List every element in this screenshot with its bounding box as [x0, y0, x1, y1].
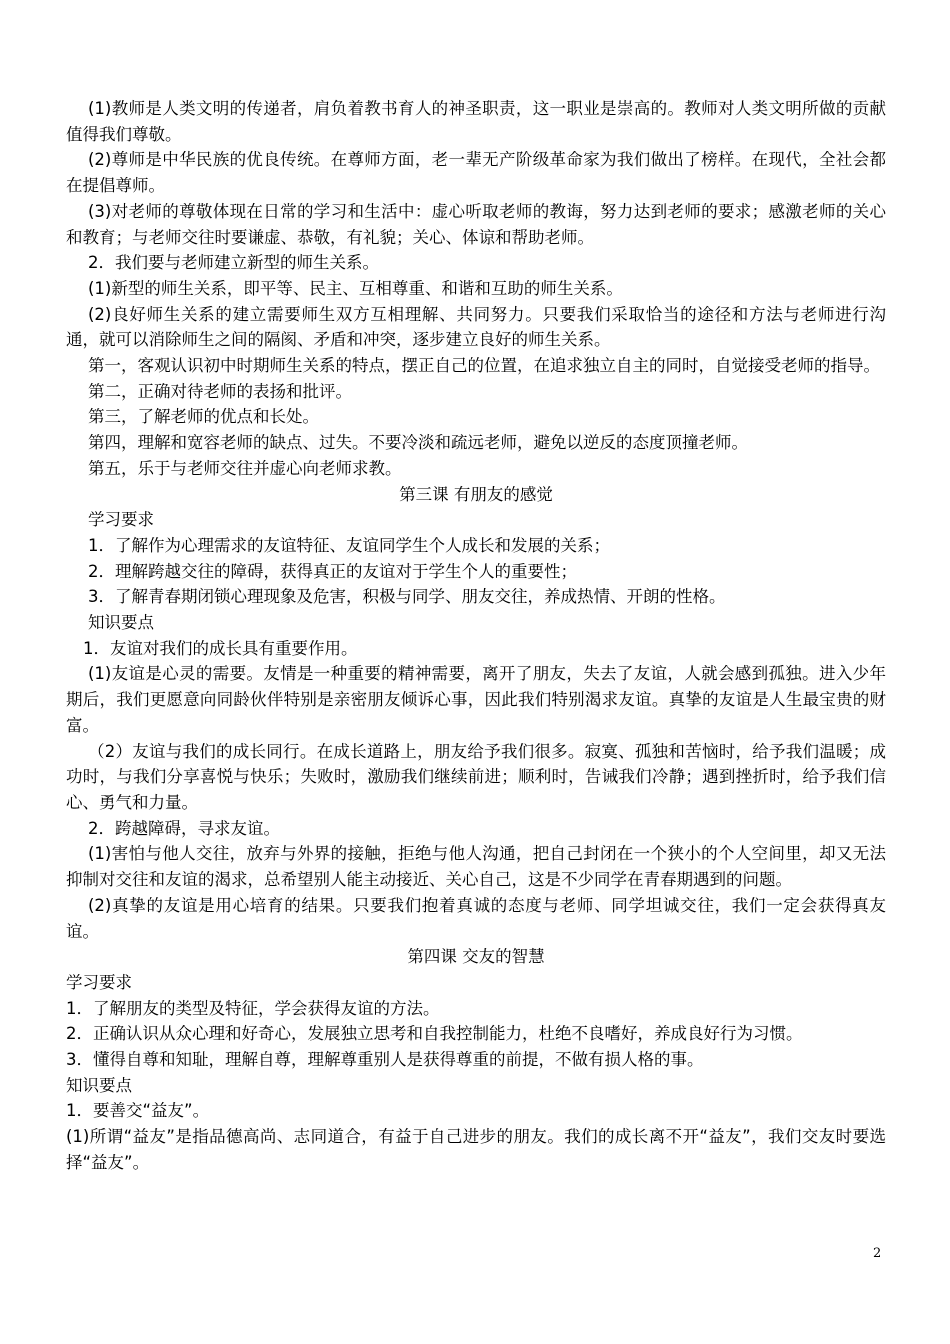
paragraph: (2)真挚的友谊是用心培育的结果。只要我们抱着真诚的态度与老师、同学坦诚交往，我们一定会获得真友谊。 [66, 895, 886, 941]
page-number: 2 [873, 1246, 882, 1261]
paragraph: 1．友谊对我们的成长具有重要作用。 [83, 638, 358, 658]
paragraph: 2．跨越障碍，寻求友谊。 [88, 818, 280, 838]
paragraph: (1)友谊是心灵的需要。友情是一种重要的精神需要，离开了朋友，失去了友谊，人就会感到孤独。进入少年期后，我们更愿意向同龄伙伴特别是亲密朋友倾诉心事，因此我们特别渴求友谊。真挚的友谊是人生最宝贵的财富。 [66, 664, 886, 735]
lesson-title: 第四课 交友的智慧 [407, 947, 545, 967]
paragraph: 第二，正确对待老师的表扬和批评。 [88, 381, 352, 401]
paragraph: 1．了解作为心理需求的友谊特征、友谊同学生个人成长和发展的关系； [88, 535, 610, 555]
section-heading: 学习要求 [66, 972, 132, 992]
section-heading: 学习要求 [88, 510, 154, 530]
paragraph: 1．要善交“益友”。 [66, 1101, 210, 1121]
paragraph: (2)良好师生关系的建立需要师生双方互相理解、共同努力。只要我们采取恰当的途径和方法与老师进行沟通，就可以消除师生之间的隔阂、矛盾和冲突，逐步建立良好的师生关系。 [66, 304, 886, 350]
paragraph: (1)所谓“益友”是指品德高尚、志同道合，有益于自己进步的朋友。我们的成长离不开“益友”，我们交友时要选择“益友”。 [66, 1127, 886, 1172]
paragraph: 2．正确认识从众心理和好奇心，发展独立思考和自我控制能力，杜绝不良嗜好，养成良好行为习惯。 [66, 1024, 803, 1044]
paragraph: 3．懂得自尊和知耻，理解自尊，理解尊重别人是获得尊重的前提，不做有损人格的事。 [66, 1050, 704, 1070]
paragraph: 第三，了解老师的优点和长处。 [88, 407, 319, 427]
paragraph: 2．理解跨越交往的障碍，获得真正的友谊对于学生个人的重要性； [88, 561, 577, 581]
document-body [66, 96, 886, 1176]
paragraph: (3)对老师的尊敬体现在日常的学习和生活中：虚心听取老师的教诲，努力达到老师的要求；感激老师的关心和教育；与老师交往时要谦虚、恭敬，有礼貌；关心、体谅和帮助老师。 [66, 201, 886, 247]
paragraph: 第一，客观认识初中时期师生关系的特点，摆正自己的位置，在追求独立自主的同时，自觉接受老师的指导。 [88, 356, 880, 376]
section-heading: 知识要点 [88, 613, 154, 633]
paragraph: 2．我们要与老师建立新型的师生关系。 [88, 253, 379, 273]
paragraph: (1)害怕与他人交往，放弃与外界的接触，拒绝与他人沟通，把自己封闭在一个狭小的个人空间里，却又无法抑制对交往和友谊的渴求，总希望别人能主动接近、关心自己，这是不少同学在青春期遇到的问题。 [66, 844, 886, 890]
paragraph: (1)教师是人类文明的传递者，肩负着教书育人的神圣职责，这一职业是崇高的。教师对人类文明所做的贡献值得我们尊敬。 [66, 99, 886, 144]
paragraph: 第五，乐于与老师交往并虚心向老师求教。 [88, 458, 402, 478]
lesson-title: 第三课 有朋友的感觉 [399, 484, 553, 504]
section-heading: 知识要点 [66, 1075, 132, 1095]
paragraph: 第四，理解和宽容老师的缺点、过失。不要冷淡和疏远老师，避免以逆反的态度顶撞老师。 [88, 433, 748, 453]
paragraph: (1)新型的师生关系，即平等、民主、互相尊重、和谐和互助的师生关系。 [88, 278, 623, 298]
paragraph: 1．了解朋友的类型及特征，学会获得友谊的方法。 [66, 998, 440, 1018]
paragraph: 3．了解青春期闭锁心理现象及危害，积极与同学、朋友交往，养成热情、开朗的性格。 [88, 587, 726, 607]
paragraph: (2)尊师是中华民族的优良传统。在尊师方面，老一辈无产阶级革命家为我们做出了榜样。在现代，全社会都在提倡尊师。 [66, 150, 886, 196]
paragraph: （2）友谊与我们的成长同行。在成长道路上，朋友给予我们很多。寂寞、孤独和苦恼时，给予我们温暖；成功时，与我们分享喜悦与快乐；失败时，激励我们继续前进；顺利时，告诫我们冷静；遇到挫折时，给予我们信心、勇气和力量。 [66, 741, 886, 812]
